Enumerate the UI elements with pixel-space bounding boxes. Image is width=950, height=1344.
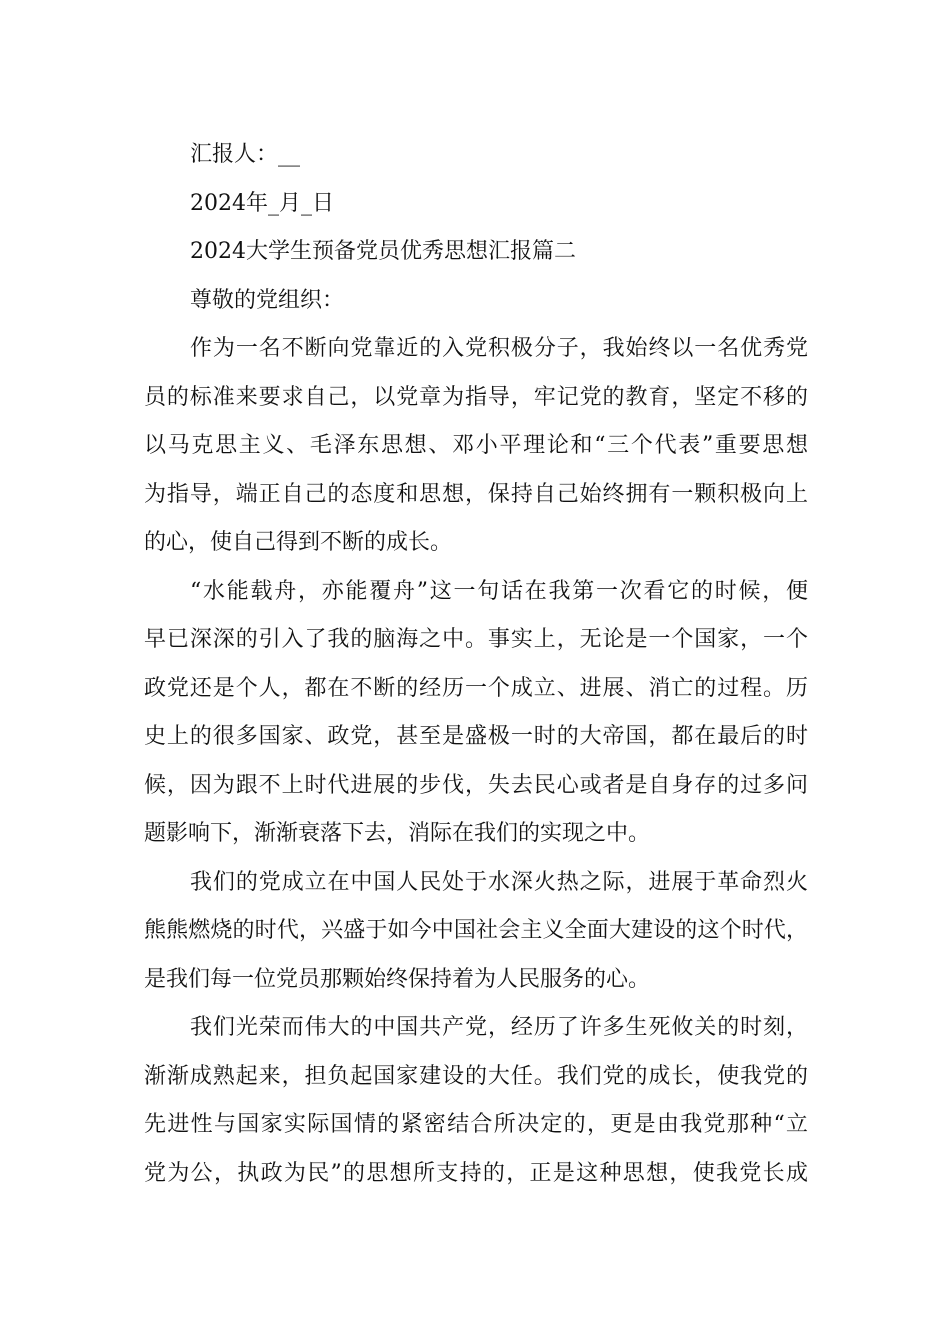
paragraph-4 — [144, 1004, 808, 1198]
date-line: 2024年_月_日 — [190, 190, 334, 216]
paragraph-3 — [144, 859, 808, 1005]
paragraph-line: 渐渐成熟起来，担负起国家建设的大任。我们党的成长，使我党的 — [144, 1063, 808, 1089]
salutation: 尊敬的党组织： — [190, 287, 345, 313]
paragraph-line: 为指导，端正自己的态度和思想，保持自己始终拥有一颗积极向上 — [144, 481, 808, 507]
paragraph-line: 是我们每一位党员那颗始终保持着为人民服务的心。 — [144, 966, 651, 992]
paragraph-line: 党为公，执政为民”的思想所支持的，正是这种思想，使我党长成 — [144, 1160, 808, 1186]
paragraph-line: 题影响下，渐渐衰落下去，消际在我们的实现之中。 — [144, 821, 651, 846]
paragraph-line: 史上的很多国家、政党，甚至是盛极一时的大帝国，都在最后的时 — [144, 724, 808, 749]
document-body — [144, 131, 808, 1198]
paragraph-line: 我们的党成立在中国人民处于水深火热之际，进展于革命烈火 — [190, 869, 808, 895]
paragraph-line: 以马克思主义、毛泽东思想、邓小平理论和“三个代表”重要思想 — [144, 433, 808, 458]
reporter-line: 汇报人：__ — [190, 142, 301, 167]
paragraph-line: 政党还是个人，都在不断的经历一个成立、进展、消亡的过程。历 — [144, 675, 808, 701]
paragraph-1 — [144, 325, 808, 568]
paragraph-line: “水能载舟，亦能覆舟”这一句话在我第一次看它的时候，便 — [190, 578, 808, 604]
paragraph-line: 员的标准来要求自己，以党章为指导，牢记党的教育，坚定不移的 — [144, 384, 808, 410]
paragraph-2 — [144, 568, 808, 859]
paragraph-line: 早已深深的引入了我的脑海之中。事实上，无论是一个国家，一个 — [144, 627, 808, 652]
document-title: 2024大学生预备党员优秀思想汇报篇二 — [190, 239, 576, 264]
paragraph-line: 熊熊燃烧的时代，兴盛于如今中国社会主义全面大建设的这个时代， — [144, 918, 808, 943]
paragraph-line: 作为一名不断向党靠近的入党积极分子，我始终以一名优秀党 — [190, 336, 808, 361]
paragraph-line: 我们光荣而伟大的中国共产党，经历了许多生死攸关的时刻， — [190, 1015, 808, 1040]
paragraph-line: 候，因为跟不上时代进展的步伐，失去民心或者是自身存的过多问 — [144, 772, 808, 798]
paragraph-line: 先进性与国家实际国情的紧密结合所决定的，更是由我党那种“立 — [144, 1112, 808, 1137]
paragraph-line: 的心，使自己得到不断的成长。 — [144, 530, 453, 555]
